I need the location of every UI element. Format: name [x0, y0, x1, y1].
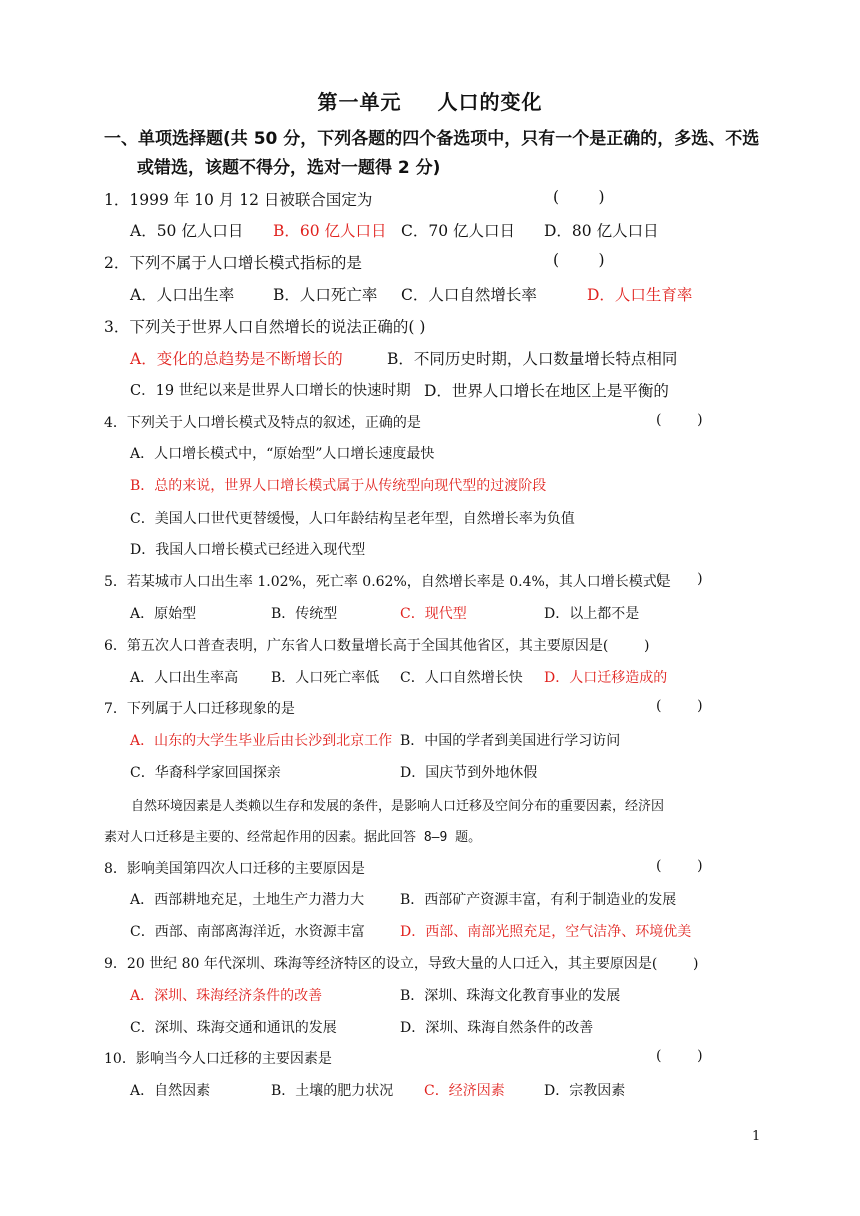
unit-label: 第一单元	[317, 90, 402, 114]
question-2-option-d: D．人口生育率	[587, 286, 693, 304]
answer-paren: ( )	[656, 412, 703, 428]
passage-line1: 自然环境因素是人类赖以生存和发展的条件，是影响人口迁移及空间分布的重要因素，经济因	[131, 799, 665, 814]
question-1-option-a: A．50 亿人口日	[130, 222, 244, 240]
question-3-option-d: D．世界人口增长在地区上是平衡的	[424, 382, 669, 400]
question-9-option-a: A．深圳、珠海经济条件的改善	[130, 988, 323, 1004]
question-2-option-b: B．人口死亡率	[273, 286, 378, 304]
question-9-option-c: C．深圳、珠海交通和通讯的发展	[130, 1020, 337, 1036]
answer-paren: ( )	[553, 188, 605, 206]
question-7-option-b: B．中国的学者到美国进行学习访问	[400, 733, 621, 749]
question-3-option-a: A．变化的总趋势是不断增长的	[130, 350, 343, 368]
question-4-option-c: C．美国人口世代更替缓慢，人口年龄结构呈老年型，自然增长率为负值	[130, 511, 575, 527]
question-4-option-a: A．人口增长模式中，“原始型”人口增长速度最快	[130, 446, 435, 462]
question-5-option-c: C．现代型	[400, 606, 467, 622]
question-7-option-d: D．国庆节到外地休假	[400, 765, 538, 781]
question-7-option-c: C．华裔科学家回国探亲	[130, 765, 281, 781]
question-7-stem: 7．下列属于人口迁移现象的是	[104, 701, 295, 717]
question-1-option-c: C．70 亿人口日	[401, 222, 516, 240]
question-6-option-a: A．人口出生率高	[130, 670, 239, 686]
question-1-option-b: B．60 亿人口日	[273, 222, 387, 240]
question-5-option-a: A．原始型	[130, 606, 197, 622]
question-10-option-b: B．土壤的肥力状况	[271, 1083, 394, 1099]
question-10-option-c: C．经济因素	[424, 1083, 505, 1099]
question-9-option-b: B．深圳、珠海文化教育事业的发展	[400, 988, 621, 1004]
question-8-option-c: C．西部、南部离海洋近，水资源丰富	[130, 924, 365, 940]
page-title	[0, 86, 860, 115]
answer-paren: ( )	[602, 638, 650, 654]
question-5-option-b: B．传统型	[271, 606, 338, 622]
question-4-stem: 4．下列关于人口增长模式及特点的叙述，正确的是	[104, 415, 421, 431]
question-3-stem: 3．下列关于世界人口自然增长的说法正确的( )	[104, 318, 426, 336]
question-5-option-d: D．以上都不是	[544, 606, 640, 622]
question-8-stem: 8．影响美国第四次人口迁移的主要原因是	[104, 861, 365, 877]
question-2-option-c: C．人口自然增长率	[401, 286, 537, 304]
answer-paren: ( )	[408, 318, 426, 336]
question-3-option-b: B．不同历史时期，人口数量增长特点相同	[387, 350, 678, 368]
answer-paren: ( )	[656, 1048, 703, 1064]
question-3-option-c: C．19 世纪以来是世界人口增长的快速时期	[130, 383, 411, 399]
answer-paren: ( )	[553, 251, 605, 269]
question-6-stem: 6．第五次人口普查表明，广东省人口数量增长高于全国其他省区，其主要原因是( )	[104, 638, 650, 654]
question-4-option-d: D．我国人口增长模式已经进入现代型	[130, 542, 366, 558]
answer-paren: ( )	[656, 858, 703, 874]
section-heading-line2: 或错选，该题不得分，选对一题得 2 分)	[137, 158, 441, 178]
question-2-stem: 2．下列不属于人口增长模式指标的是	[104, 254, 362, 272]
question-5-stem: 5．若某城市人口出生率 1.02%，死亡率 0.62%，自然增长率是 0.4%，其人口增长模式是	[104, 574, 671, 590]
page-number: 1	[752, 1129, 761, 1144]
unit-topic: 人口的变化	[437, 90, 543, 114]
question-8-option-d: D．西部、南部光照充足，空气洁净、环境优美	[400, 924, 692, 940]
question-4-option-b: B．总的来说，世界人口增长模式属于从传统型向现代型的过渡阶段	[130, 478, 547, 494]
question-10-option-a: A．自然因素	[130, 1083, 211, 1099]
question-10-option-d: D．宗教因素	[544, 1083, 626, 1099]
question-10-stem: 10．影响当今人口迁移的主要因素是	[104, 1051, 332, 1067]
question-6-option-b: B．人口死亡率低	[271, 670, 380, 686]
question-1-stem: 1．1999 年 10 月 12 日被联合国定为	[104, 191, 373, 209]
answer-paren: ( )	[656, 571, 703, 587]
passage-line2: 素对人口迁移是主要的、经常起作用的因素。据此回答 8—9 题。	[104, 830, 482, 845]
question-6-option-d: D．人口迁移造成的	[544, 670, 668, 686]
answer-paren: ( )	[656, 698, 703, 714]
section-heading-line1: 一、单项选择题(共 50 分，下列各题的四个备选项中，只有一个是正确的，多选、不选	[104, 129, 760, 149]
question-9-stem: 9．20 世纪 80 年代深圳、珠海等经济特区的设立，导致大量的人口迁入，其主要原因是( )	[104, 956, 699, 972]
question-6-option-c: C．人口自然增长快	[400, 670, 523, 686]
question-7-option-a: A．山东的大学生毕业后由长沙到北京工作	[130, 733, 393, 749]
question-8-option-a: A．西部耕地充足，土地生产力潜力大	[130, 892, 365, 908]
question-9-option-d: D．深圳、珠海自然条件的改善	[400, 1020, 594, 1036]
answer-paren: ( )	[651, 956, 699, 972]
question-1-option-d: D．80 亿人口日	[544, 222, 659, 240]
question-8-option-b: B．西部矿产资源丰富，有利于制造业的发展	[400, 892, 677, 908]
question-2-option-a: A．人口出生率	[130, 286, 235, 304]
